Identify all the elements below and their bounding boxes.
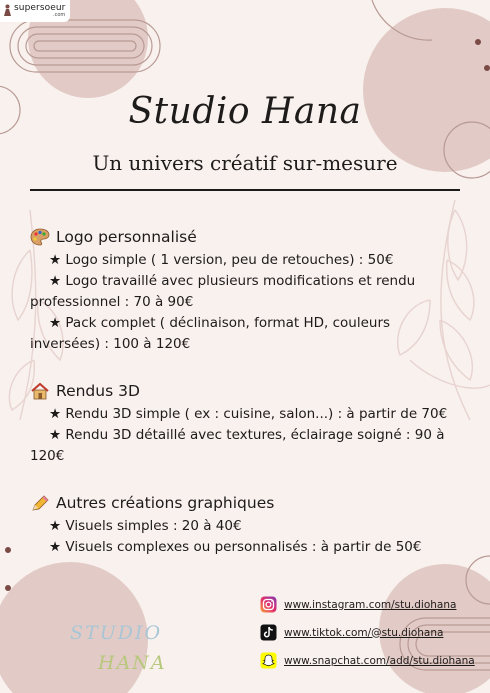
signature-line-2: HANA [98,652,167,674]
instagram-icon [260,596,277,613]
studio-signature [70,622,167,674]
section-heading-text: Logo personnalisé [56,228,197,246]
list-item: ★ Visuels complexes ou personnalisés : à partir de 50€ [49,539,422,555]
watermark-badge [0,0,70,22]
section-heading-text: Autres créations graphiques [56,494,275,512]
snapchat-link[interactable] [260,652,475,669]
section-heading [30,227,460,247]
tiktok-url: www.tiktok.com/@stu.diohana [284,626,444,639]
person-logo-icon [3,4,12,17]
list-item: ★ Rendu 3D détaillé avec textures, éclairage soigné : 90 à 120€ [30,427,445,464]
list-item: ★ Logo travaillé avec plusieurs modifications et rendu professionnel : 70 à 90€ [30,273,416,310]
list-item: ★ Logo simple ( 1 version, peu de retouches) : 50€ [49,252,394,268]
title-divider [30,189,460,191]
page-subtitle: Un univers créatif sur-mesure [92,151,398,175]
instagram-link[interactable] [260,596,456,613]
tiktok-icon [260,624,277,641]
section-heading-text: Rendus 3D [56,382,140,400]
snapchat-url: www.snapchat.com/add/stu.diohana [284,654,475,667]
instagram-url: www.instagram.com/stu.diohana [284,598,457,611]
list-item: ★ Rendu 3D simple ( ex : cuisine, salon...) : à partir de 70€ [49,406,448,422]
palette-icon [30,228,50,246]
watermark-domain: .com [53,12,66,18]
pencil-icon [30,494,50,512]
list-item: ★ Pack complet ( déclinaison, format HD, couleurs inversées) : 100 à 120€ [30,315,391,352]
section-heading [30,493,460,513]
watermark-name: supersoeur [14,3,66,13]
section-logo [30,227,460,355]
section-heading [30,381,460,401]
house-icon [30,382,50,400]
tiktok-link[interactable] [260,624,443,641]
page-title: Studio Hana [128,91,362,132]
section-3d [30,381,460,467]
snapchat-icon [260,652,277,669]
section-graphics [30,493,460,558]
list-item: ★ Visuels simples : 20 à 40€ [49,518,242,534]
signature-line-1: STUDIO [70,622,163,644]
